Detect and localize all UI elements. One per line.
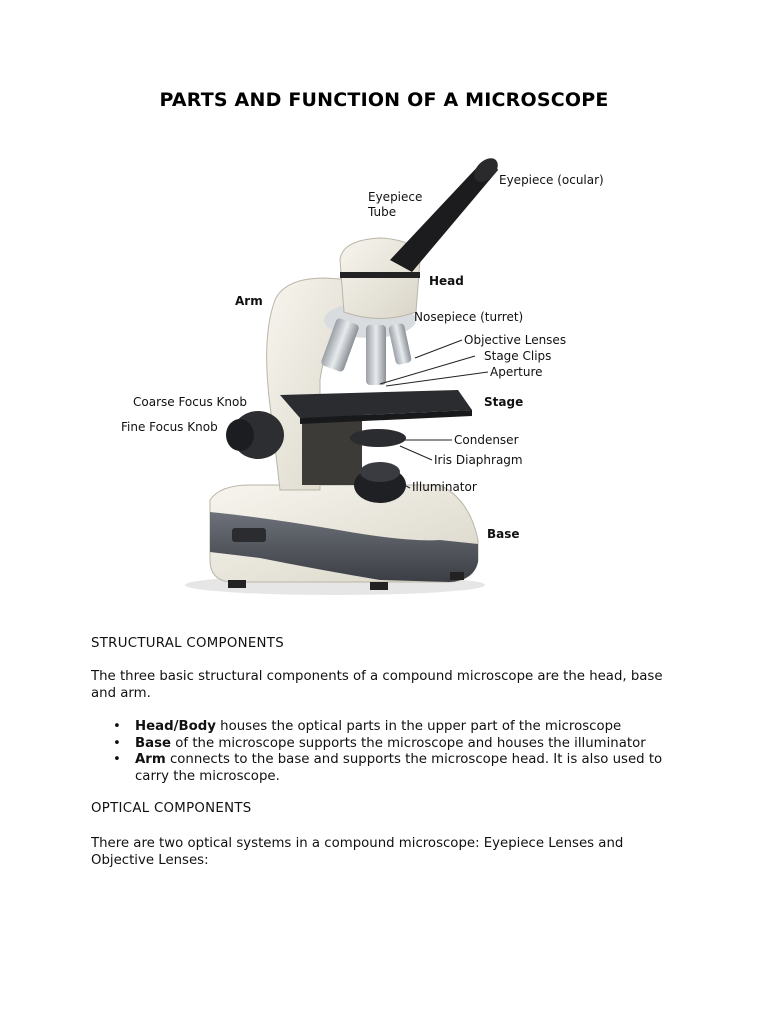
page-title: PARTS AND FUNCTION OF A MICROSCOPE: [159, 89, 609, 111]
label-condenser: Condenser: [454, 433, 519, 447]
microscope-figure: [110, 140, 630, 620]
label-arm: Arm: [235, 294, 263, 308]
label-stage-clips: Stage Clips: [484, 349, 552, 363]
label-stage: Stage: [484, 395, 524, 409]
list-item: [135, 719, 681, 736]
label-fine-focus-knob: Fine Focus Knob: [121, 420, 218, 434]
label-base: Base: [487, 527, 520, 541]
label-eyepiece-tube-line1: Eyepiece: [368, 190, 423, 204]
structural-list-container: [91, 719, 681, 785]
label-illuminator: Illuminator: [412, 480, 477, 494]
label-coarse-focus-knob: Coarse Focus Knob: [133, 395, 247, 409]
label-eyepiece-tube-line2: Tube: [368, 205, 397, 219]
term-arm: Arm: [135, 752, 166, 767]
list-item: [135, 736, 681, 753]
list-item: [135, 752, 681, 785]
structural-intro: The three basic structural components of a compound microscope are the head, base and arm.: [91, 669, 663, 701]
definition-base: of the microscope supports the microscope and houses the illuminator: [171, 735, 646, 751]
label-nosepiece: Nosepiece (turret): [414, 310, 524, 324]
term-head-body: Head/Body: [135, 719, 216, 734]
optical-intro: There are two optical systems in a compound microscope: Eyepiece Lenses and Objective Lenses:: [91, 836, 624, 868]
definition-arm: connects to the base and supports the microscope head. It is also used to carry the microscope.: [135, 752, 663, 784]
structural-heading: STRUCTURAL COMPONENTS: [91, 636, 284, 651]
term-base: Base: [135, 735, 172, 751]
optical-heading: OPTICAL COMPONENTS: [91, 801, 252, 816]
label-aperture: Aperture: [490, 365, 543, 379]
label-iris-diaphragm: Iris Diaphragm: [434, 453, 523, 467]
label-eyepiece-ocular: Eyepiece (ocular): [499, 173, 604, 187]
label-objective-lenses: Objective Lenses: [464, 333, 567, 347]
label-head: Head: [429, 274, 464, 288]
microscope-illustration: [110, 140, 630, 620]
structural-list: [91, 719, 681, 785]
definition-head-body: houses the optical parts in the upper part of the microscope: [215, 719, 622, 734]
